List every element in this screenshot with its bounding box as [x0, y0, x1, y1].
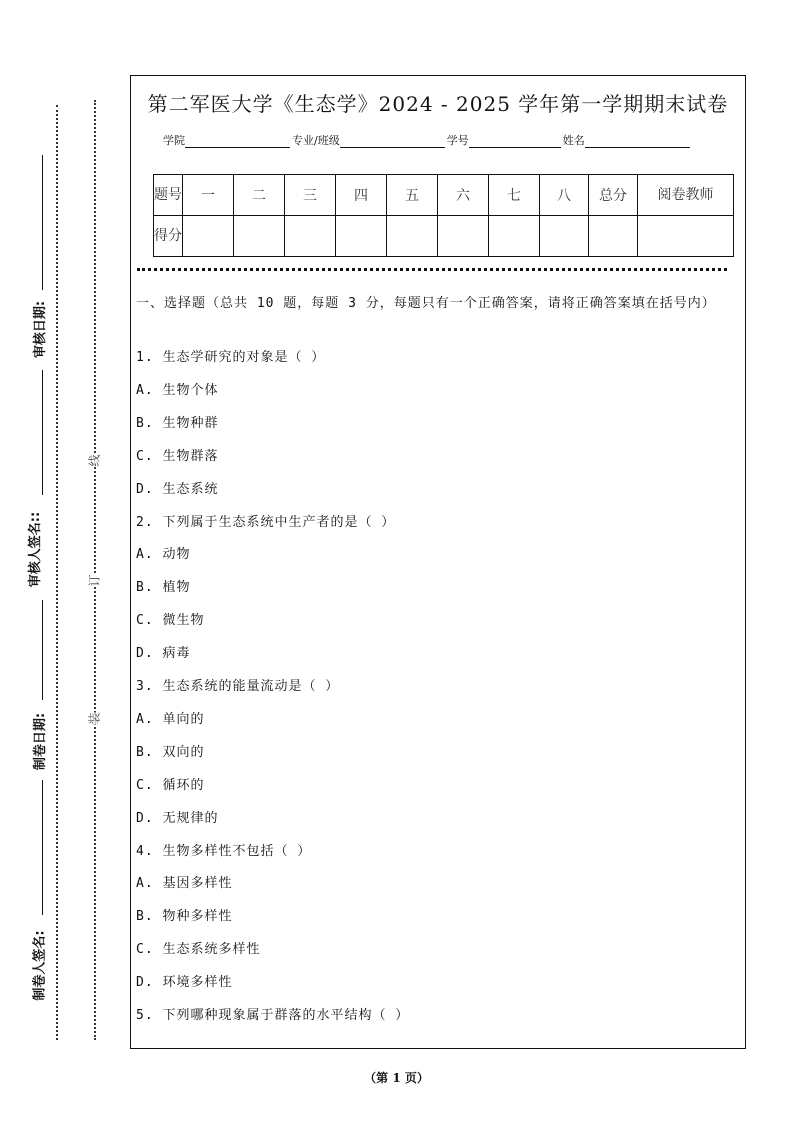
score-cell[interactable]: [285, 216, 336, 257]
option: C. 微生物: [136, 613, 205, 629]
option: B. 生物种群: [136, 415, 219, 431]
exam-sheet: [130, 75, 746, 1049]
score-cell[interactable]: [336, 216, 387, 257]
score-table: [153, 174, 734, 257]
question: 3. 生态系统的能量流动是（ ）: [136, 679, 340, 694]
page-number: （第 1 页）: [364, 1071, 429, 1085]
header-cell: 四: [336, 175, 387, 216]
header-cell: 二: [234, 175, 285, 216]
option: B. 物种多样性: [136, 909, 233, 925]
binding-char: 线: [84, 454, 105, 466]
signature-line: [42, 780, 43, 915]
header-cell: 一: [183, 175, 234, 216]
score-cell[interactable]: [387, 216, 438, 257]
college-field[interactable]: [185, 135, 290, 148]
question: 1. 生态学研究的对象是（ ）: [136, 350, 326, 365]
header-cell: 六: [438, 175, 489, 216]
header-cell: 七: [489, 175, 540, 216]
id-field[interactable]: [469, 135, 561, 148]
option: B. 双向的: [136, 744, 205, 760]
score-cell[interactable]: [183, 216, 234, 257]
make-date-label: 制卷日期:: [33, 712, 49, 771]
option: D. 无规律的: [136, 810, 219, 826]
separator: [137, 268, 727, 271]
name-label: 姓名: [562, 134, 585, 147]
option: D. 病毒: [136, 646, 191, 662]
score-cell[interactable]: [540, 216, 589, 257]
student-info: [163, 132, 692, 148]
header-label: 题号: [154, 175, 183, 216]
score-cell[interactable]: [234, 216, 285, 257]
option: C. 生物群落: [136, 448, 219, 464]
reviewer-signature-label: 审核人签名::: [28, 511, 44, 588]
header-cell: 五: [387, 175, 438, 216]
maker-signature-label: 制卷人签名:: [32, 930, 48, 1001]
binding-char: 订: [84, 574, 105, 586]
option: D. 环境多样性: [136, 975, 233, 991]
score-cell[interactable]: [589, 216, 638, 257]
signature-line: [42, 155, 43, 290]
option: C. 循环的: [136, 777, 205, 793]
section-heading: 一、选择题（总共 10 题，每题 3 分，每题只有一个正确答案，请将正确答案填在括号内）: [136, 296, 716, 311]
binding-line: [94, 100, 96, 1040]
option: A. 动物: [136, 547, 191, 563]
question: 4. 生物多样性不包括（ ）: [136, 843, 312, 859]
score-label: 得分: [154, 216, 183, 257]
major-field[interactable]: [340, 135, 445, 148]
dotted-line: [56, 105, 58, 1040]
option: A. 生物个体: [136, 382, 219, 398]
score-cell[interactable]: [438, 216, 489, 257]
header-cell: 总分: [589, 175, 638, 216]
review-date-label: 审核日期:: [33, 300, 49, 359]
option: C. 生态系统多样性: [136, 942, 261, 958]
option: A. 单向的: [136, 711, 205, 727]
major-label: 专业/班级: [292, 134, 340, 147]
name-field[interactable]: [585, 135, 690, 148]
binding-char: 装: [84, 712, 105, 724]
option: A. 基因多样性: [136, 876, 233, 892]
header-cell: 三: [285, 175, 336, 216]
question: 2. 下列属于生态系统中生产者的是（ ）: [136, 514, 396, 530]
signature-line: [42, 370, 43, 495]
id-label: 学号: [446, 134, 469, 147]
option: B. 植物: [136, 580, 191, 596]
question: 5. 下列哪种现象属于群落的水平结构（ ）: [136, 1008, 410, 1023]
college-label: 学院: [163, 134, 185, 147]
score-cell[interactable]: [489, 216, 540, 257]
score-cell[interactable]: [638, 216, 734, 257]
option: D. 生态系统: [136, 481, 219, 497]
header-cell: 阅卷教师: [638, 175, 734, 216]
exam-title: 第二军医大学《生态学》2024 - 2025 学年第一学期期末试卷: [147, 92, 729, 116]
header-cell: 八: [540, 175, 589, 216]
signature-line: [42, 600, 43, 700]
